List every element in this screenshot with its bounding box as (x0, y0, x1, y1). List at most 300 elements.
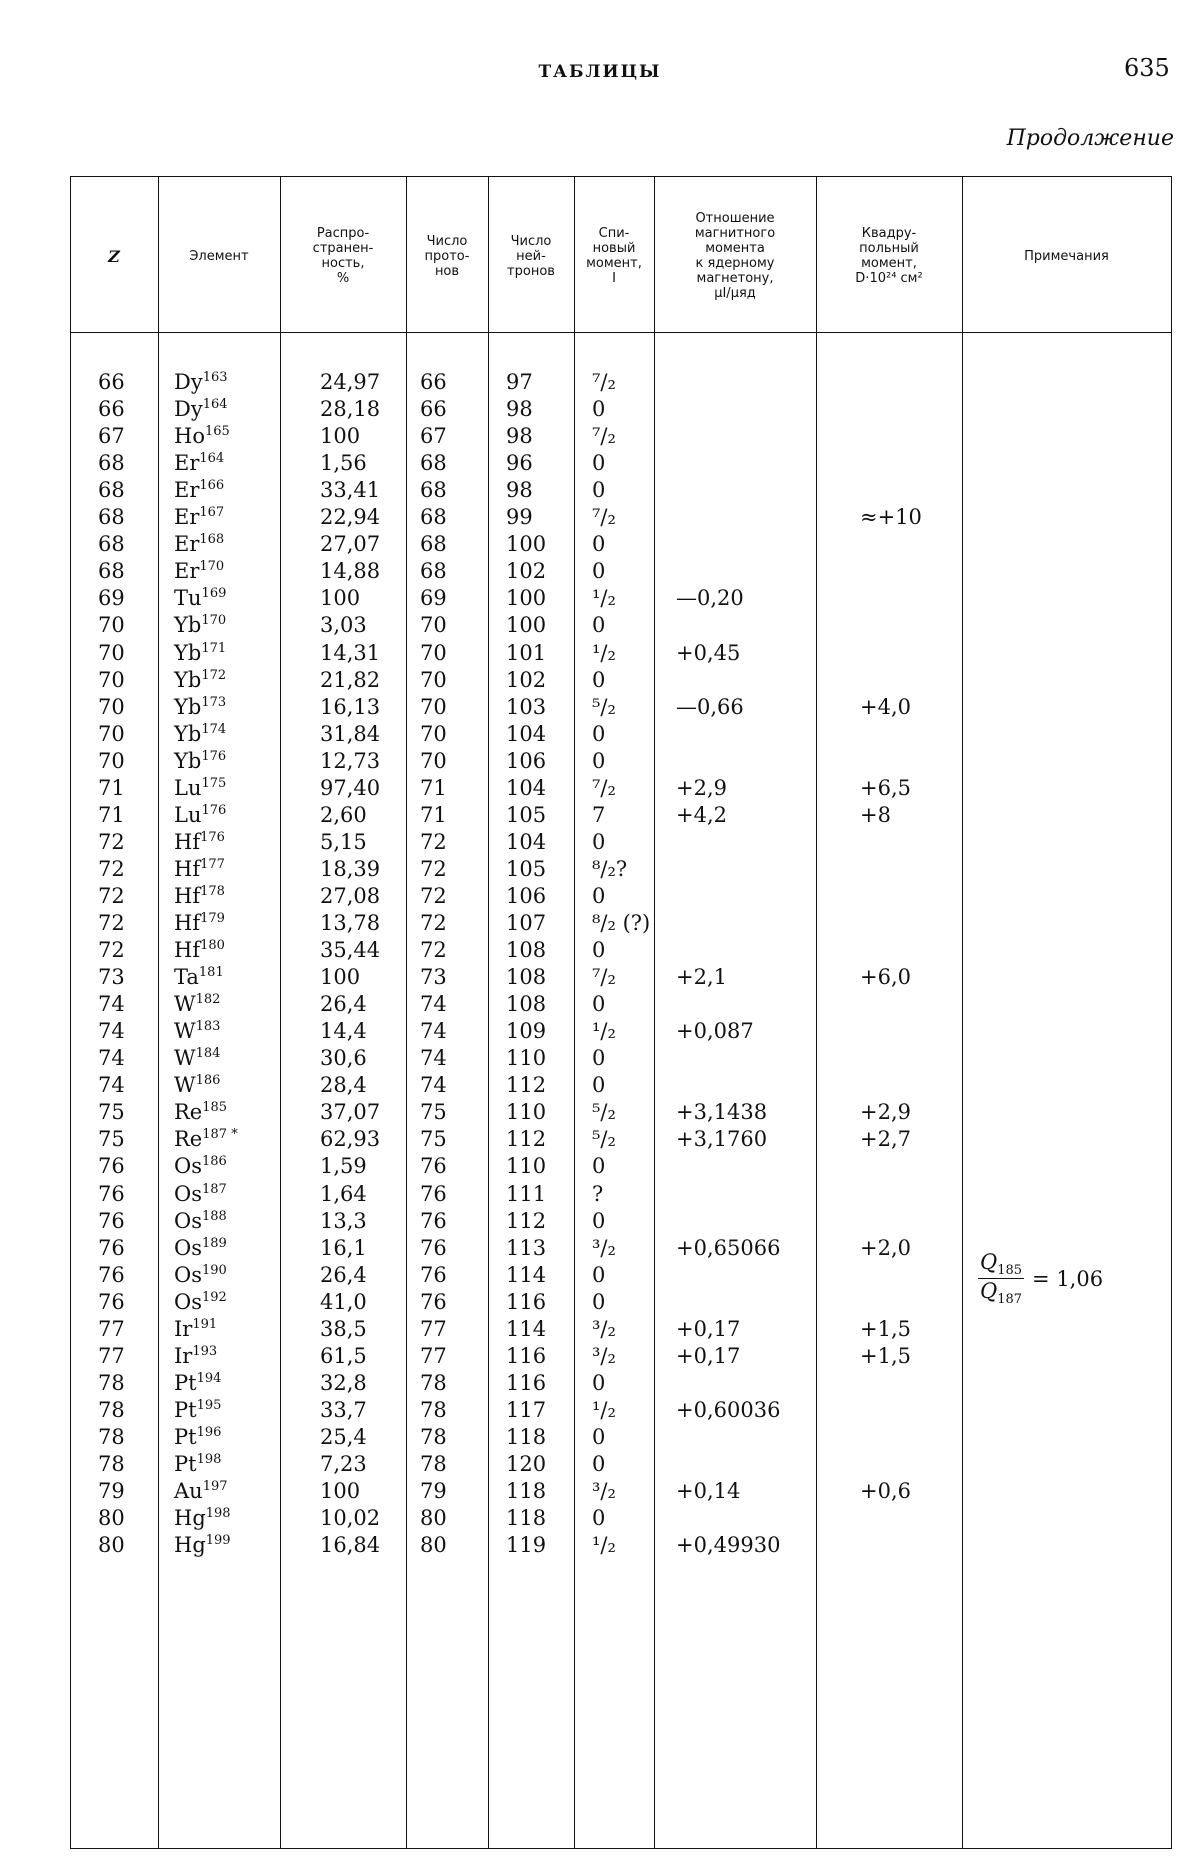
element-cell (174, 1506, 231, 1530)
spin-cell: ³/₂ (592, 1316, 616, 1341)
spin-cell: ⁵/₂ (592, 694, 616, 719)
protons-cell: 70 (420, 748, 447, 773)
header-z: Z (108, 246, 120, 266)
neutrons-cell: 98 (506, 478, 533, 503)
protons-cell: 68 (420, 559, 447, 584)
z-cell: 70 (98, 721, 125, 746)
mass-number: 168 (199, 532, 225, 548)
protons-cell: 80 (420, 1533, 447, 1558)
element-symbol: W (174, 1073, 196, 1098)
element-cell (174, 803, 226, 827)
abundance-cell: 28,18 (320, 397, 381, 422)
mass-number: 197 (202, 1479, 228, 1495)
element-symbol: Yb (174, 667, 202, 692)
z-cell: 77 (98, 1343, 125, 1368)
z-cell: 72 (98, 829, 125, 854)
element-symbol: Pt (174, 1452, 197, 1476)
element-cell (174, 1452, 221, 1476)
mass-number: 195 (196, 1397, 222, 1413)
spin-cell: ⁵/₂ (592, 1127, 616, 1152)
z-cell: 74 (98, 992, 125, 1017)
magnetic-ratio-cell: +0,45 (676, 640, 741, 665)
element-symbol: Re (174, 1100, 203, 1125)
abundance-cell: 32,8 (320, 1370, 367, 1395)
neutrons-cell: 96 (506, 451, 533, 476)
protons-cell: 76 (420, 1208, 447, 1233)
neutrons-cell: 106 (506, 748, 547, 773)
abundance-cell: 16,1 (320, 1235, 367, 1260)
abundance-cell: 33,7 (320, 1397, 367, 1422)
spin-cell: ³/₂ (592, 1235, 616, 1260)
z-cell: 77 (98, 1316, 125, 1341)
numerator-symbol: Q (980, 1250, 998, 1274)
protons-cell: 74 (420, 1046, 447, 1071)
element-symbol: Er (174, 478, 200, 503)
z-cell: 75 (98, 1100, 125, 1125)
abundance-cell: 1,56 (320, 451, 367, 476)
mass-number: 173 (201, 694, 227, 710)
element-symbol: W (174, 1046, 196, 1071)
neutrons-cell: 99 (506, 505, 533, 530)
element-symbol: Hg (174, 1506, 206, 1531)
isotope-table (70, 176, 1172, 1856)
element-symbol: Hf (174, 883, 201, 908)
z-cell: 68 (98, 451, 125, 476)
z-cell: 70 (98, 613, 125, 638)
z-cell: 68 (98, 478, 125, 503)
mass-number: 170 (199, 559, 225, 575)
spin-cell: ⁷/₂ (592, 775, 616, 800)
element-cell (174, 1019, 220, 1043)
spin-cell: ³/₂ (592, 1479, 616, 1504)
z-cell: 66 (98, 397, 125, 422)
element-symbol: Ir (174, 1316, 193, 1341)
protons-cell: 69 (420, 586, 447, 611)
abundance-cell: 30,6 (320, 1046, 367, 1071)
mass-number: 176 (201, 802, 227, 818)
element-symbol: Lu (174, 802, 202, 827)
mass-number: 187 * (202, 1127, 238, 1143)
abundance-cell: 26,4 (320, 1262, 367, 1287)
spin-cell: 0 (592, 1506, 606, 1531)
neutrons-cell: 109 (506, 1019, 547, 1044)
protons-cell: 68 (420, 451, 447, 476)
element-cell (174, 613, 226, 637)
z-cell: 79 (98, 1479, 125, 1504)
spin-cell: 0 (592, 1262, 606, 1287)
magnetic-ratio-cell: +0,17 (676, 1343, 741, 1368)
element-cell (174, 668, 226, 692)
abundance-cell: 14,88 (320, 559, 381, 584)
spin-cell: 0 (592, 667, 606, 692)
element-cell (174, 857, 225, 881)
element-cell (174, 370, 228, 394)
magnetic-ratio-cell: +0,087 (676, 1019, 754, 1044)
abundance-cell: 62,93 (320, 1127, 381, 1152)
element-symbol: Ta (174, 965, 199, 990)
element-symbol: Os (174, 1262, 202, 1287)
magnetic-ratio-cell: +3,1438 (676, 1100, 768, 1125)
spin-cell: 0 (592, 938, 606, 963)
neutrons-cell: 119 (506, 1533, 547, 1558)
neutrons-cell: 114 (506, 1262, 547, 1287)
neutrons-cell: 98 (506, 424, 533, 449)
element-symbol: Au (174, 1479, 203, 1504)
z-cell: 70 (98, 640, 125, 665)
spin-cell: 0 (592, 1208, 606, 1233)
spin-cell: 0 (592, 829, 606, 854)
element-symbol: Hf (174, 856, 201, 881)
element-cell (174, 938, 225, 962)
quadrupole-cell: +6,0 (860, 965, 911, 990)
z-cell: 76 (98, 1208, 125, 1233)
neutrons-cell: 108 (506, 938, 547, 963)
spin-cell: 0 (592, 1452, 606, 1476)
element-cell (174, 1236, 227, 1260)
spin-cell: ⁷/₂ (592, 370, 616, 394)
element-symbol: Hf (174, 829, 201, 854)
element-cell (174, 1344, 217, 1368)
spin-cell: 0 (592, 1154, 606, 1179)
z-cell: 80 (98, 1533, 125, 1558)
element-symbol: Os (174, 1181, 202, 1206)
spin-cell: 0 (592, 532, 606, 557)
z-cell: 68 (98, 532, 125, 557)
z-cell: 67 (98, 424, 125, 449)
neutrons-cell: 110 (506, 1046, 547, 1071)
element-cell (174, 1154, 227, 1178)
protons-cell: 78 (420, 1452, 447, 1476)
ratio-numerator (978, 1250, 1024, 1279)
element-symbol: Yb (174, 748, 202, 773)
element-symbol: Lu (174, 775, 202, 800)
spin-cell: ⁸/₂? (592, 856, 628, 881)
element-cell (174, 559, 224, 583)
abundance-cell: 5,15 (320, 829, 367, 854)
element-cell (174, 397, 228, 421)
element-symbol: Pt (174, 1424, 197, 1449)
quadrupole-cell: ≈+10 (860, 505, 922, 530)
header-spin: Спи- новый момент, I (586, 226, 642, 286)
spin-cell: ⁷/₂ (592, 505, 616, 530)
neutrons-cell: 118 (506, 1424, 547, 1449)
spin-cell: ⁷/₂ (592, 424, 616, 449)
element-cell (174, 911, 225, 935)
abundance-cell: 35,44 (320, 938, 381, 963)
element-cell (174, 884, 225, 908)
mass-number: 177 (200, 856, 225, 872)
element-cell (174, 1100, 227, 1124)
protons-cell: 72 (420, 883, 447, 908)
element-symbol: Dy (174, 370, 203, 394)
magnetic-ratio-cell: —0,66 (676, 694, 744, 719)
element-cell (174, 1479, 228, 1503)
neutrons-cell: 112 (506, 1127, 547, 1152)
abundance-cell: 31,84 (320, 721, 381, 746)
z-cell: 73 (98, 965, 125, 990)
mass-number: 185 (202, 1100, 228, 1116)
quadrupole-cell: +8 (860, 802, 891, 827)
element-symbol: Er (174, 532, 200, 557)
mass-number: 196 (196, 1424, 222, 1440)
neutrons-cell: 116 (506, 1343, 547, 1368)
abundance-cell: 22,94 (320, 505, 381, 530)
z-cell: 68 (98, 505, 125, 530)
protons-cell: 68 (420, 532, 447, 557)
header-quadrupole: Квадру- польный момент, D·10²⁴ см² (855, 226, 923, 286)
element-symbol: Er (174, 559, 200, 584)
mass-number: 192 (202, 1289, 227, 1305)
mass-number: 182 (195, 992, 221, 1008)
protons-cell: 74 (420, 1019, 447, 1044)
spin-cell: 0 (592, 1289, 606, 1314)
neutrons-cell: 104 (506, 721, 547, 746)
element-symbol: Ho (174, 424, 205, 449)
mass-number: 171 (201, 640, 227, 656)
abundance-cell: 21,82 (320, 667, 381, 692)
spin-cell: ¹/₂ (592, 1019, 616, 1044)
element-symbol: Hf (174, 911, 201, 935)
mass-number: 165 (204, 424, 230, 440)
abundance-cell: 26,4 (320, 992, 367, 1017)
neutrons-cell: 110 (506, 1154, 547, 1179)
element-cell (174, 532, 224, 556)
protons-cell: 70 (420, 694, 447, 719)
abundance-cell: 16,13 (320, 694, 381, 719)
mass-number: 164 (199, 451, 225, 467)
abundance-cell: 24,97 (320, 370, 381, 394)
mass-number: 163 (202, 370, 228, 385)
protons-cell: 74 (420, 992, 447, 1017)
neutrons-cell: 101 (506, 640, 547, 665)
abundance-cell: 10,02 (320, 1506, 381, 1531)
element-symbol: Ir (174, 1343, 193, 1368)
spin-cell: 7 (592, 802, 606, 827)
abundance-cell: 13,78 (320, 911, 381, 935)
abundance-cell: 2,60 (320, 802, 367, 827)
abundance-cell: 27,07 (320, 532, 381, 557)
abundance-cell: 14,4 (320, 1019, 367, 1044)
mass-number: 170 (201, 613, 227, 629)
element-cell (174, 451, 224, 475)
element-cell (174, 1371, 221, 1395)
z-cell: 78 (98, 1370, 125, 1395)
header-abundance: Распро- странен- ность, % (312, 226, 374, 286)
mass-number: 194 (196, 1370, 222, 1386)
element-cell (174, 1533, 231, 1557)
magnetic-ratio-cell: +0,65066 (676, 1235, 781, 1260)
spin-cell: ¹/₂ (592, 1397, 616, 1422)
spin-cell: 0 (592, 748, 606, 773)
mass-number: 166 (199, 478, 225, 494)
protons-cell: 79 (420, 1479, 447, 1504)
z-cell: 75 (98, 1127, 125, 1152)
protons-cell: 78 (420, 1424, 447, 1449)
element-symbol: Tu (174, 586, 202, 611)
spin-cell: 0 (592, 1424, 606, 1449)
neutrons-cell: 104 (506, 775, 547, 800)
protons-cell: 75 (420, 1127, 447, 1152)
element-cell (174, 1317, 217, 1341)
neutrons-cell: 118 (506, 1479, 547, 1504)
z-cell: 76 (98, 1289, 125, 1314)
mass-number: 184 (195, 1046, 221, 1062)
element-cell (174, 830, 225, 854)
mass-number: 187 (202, 1181, 227, 1197)
element-cell (174, 586, 226, 610)
element-symbol: Dy (174, 397, 203, 422)
denominator-subscript: 187 (997, 1292, 1023, 1308)
page-number: 635 (1124, 54, 1170, 82)
mass-number: 167 (199, 505, 225, 521)
header-protons: Число прото- нов (424, 233, 470, 279)
neutrons-cell: 113 (506, 1235, 547, 1260)
protons-cell: 80 (420, 1506, 447, 1531)
header-neutrons: Число ней- тронов (507, 233, 555, 279)
protons-cell: 67 (420, 424, 447, 449)
element-symbol: Yb (174, 613, 202, 638)
spin-cell: ³/₂ (592, 1343, 616, 1368)
neutrons-cell: 100 (506, 532, 547, 557)
mass-number: 176 (201, 748, 227, 764)
protons-cell: 71 (420, 775, 447, 800)
quadrupole-cell: +1,5 (860, 1316, 911, 1341)
abundance-cell: 61,5 (320, 1343, 367, 1368)
spin-cell: 0 (592, 1370, 606, 1395)
mass-number: 183 (195, 1019, 221, 1035)
protons-cell: 76 (420, 1154, 447, 1179)
z-cell: 72 (98, 911, 125, 935)
protons-cell: 75 (420, 1100, 447, 1125)
protons-cell: 70 (420, 613, 447, 638)
magnetic-ratio-cell: —0,20 (676, 586, 744, 611)
element-symbol: Hg (174, 1533, 206, 1558)
z-cell: 68 (98, 559, 125, 584)
mass-number: 175 (201, 775, 227, 791)
element-cell (174, 1127, 238, 1151)
magnetic-ratio-cell: +3,1760 (676, 1127, 768, 1152)
abundance-cell: 7,23 (320, 1452, 367, 1476)
abundance-cell: 38,5 (320, 1316, 367, 1341)
mass-number: 181 (198, 965, 224, 981)
abundance-cell: 100 (320, 965, 361, 990)
z-cell: 72 (98, 883, 125, 908)
protons-cell: 72 (420, 938, 447, 963)
spin-cell: ⁸/₂ (?) (592, 911, 651, 935)
protons-cell: 76 (420, 1262, 447, 1287)
neutrons-cell: 103 (506, 694, 547, 719)
protons-cell: 68 (420, 478, 447, 503)
protons-cell: 72 (420, 856, 447, 881)
header-magnetic-ratio: Отношение магнитного момента к ядерному магнетону, μI/μяд (694, 211, 776, 301)
mass-number: 172 (201, 667, 227, 683)
element-symbol: Os (174, 1235, 202, 1260)
z-cell: 76 (98, 1154, 125, 1179)
neutrons-cell: 97 (506, 370, 533, 394)
element-cell (174, 1290, 227, 1314)
mass-number: 198 (205, 1506, 231, 1522)
mass-number: 174 (201, 721, 227, 737)
neutrons-cell: 107 (506, 911, 547, 935)
protons-cell: 72 (420, 911, 447, 935)
neutrons-cell: 111 (506, 1181, 547, 1206)
abundance-cell: 28,4 (320, 1073, 367, 1098)
element-cell (174, 776, 226, 800)
element-symbol: Os (174, 1154, 202, 1179)
neutrons-cell: 106 (506, 883, 547, 908)
neutrons-cell: 116 (506, 1289, 547, 1314)
spin-cell: ¹/₂ (592, 1533, 616, 1558)
mass-number: 199 (205, 1533, 231, 1549)
neutrons-cell: 100 (506, 586, 547, 611)
element-symbol: Yb (174, 694, 202, 719)
z-cell: 71 (98, 802, 125, 827)
abundance-cell: 100 (320, 424, 361, 449)
z-cell: 80 (98, 1506, 125, 1531)
element-symbol: Pt (174, 1397, 197, 1422)
z-cell: 70 (98, 748, 125, 773)
element-cell (174, 695, 226, 719)
neutrons-cell: 120 (506, 1452, 547, 1476)
element-symbol: Re (174, 1127, 203, 1152)
protons-cell: 73 (420, 965, 447, 990)
spin-cell: ? (592, 1181, 604, 1206)
protons-cell: 78 (420, 1397, 447, 1422)
protons-cell: 72 (420, 829, 447, 854)
neutrons-cell: 105 (506, 856, 547, 881)
z-cell: 76 (98, 1235, 125, 1260)
table-row (70, 1529, 1172, 1561)
spin-cell: 0 (592, 397, 606, 422)
protons-cell: 78 (420, 1370, 447, 1395)
protons-cell: 77 (420, 1316, 447, 1341)
abundance-cell: 12,73 (320, 748, 381, 773)
header-element: Элемент (189, 248, 249, 264)
quadrupole-cell: +2,9 (860, 1100, 911, 1125)
element-cell (174, 478, 224, 502)
abundance-cell: 13,3 (320, 1208, 367, 1233)
abundance-cell: 100 (320, 1479, 361, 1504)
quadrupole-cell: +0,6 (860, 1479, 911, 1504)
element-symbol: W (174, 1019, 196, 1044)
magnetic-ratio-cell: +0,17 (676, 1316, 741, 1341)
abundance-cell: 3,03 (320, 613, 367, 638)
z-cell: 72 (98, 938, 125, 963)
magnetic-ratio-cell: +2,1 (676, 965, 727, 990)
protons-cell: 66 (420, 370, 447, 394)
element-cell (174, 1182, 227, 1206)
mass-number: 179 (200, 911, 225, 926)
spin-cell: 0 (592, 613, 606, 638)
element-cell (174, 505, 224, 529)
element-symbol: Er (174, 505, 200, 530)
spin-cell: ¹/₂ (592, 586, 616, 611)
neutrons-cell: 108 (506, 992, 547, 1017)
neutrons-cell: 116 (506, 1370, 547, 1395)
z-cell: 78 (98, 1452, 125, 1476)
neutrons-cell: 105 (506, 802, 547, 827)
protons-cell: 70 (420, 667, 447, 692)
numerator-subscript: 185 (997, 1263, 1023, 1279)
quadrupole-cell: +2,7 (860, 1127, 911, 1152)
abundance-cell: 37,07 (320, 1100, 381, 1125)
quadrupole-cell: +1,5 (860, 1343, 911, 1368)
element-symbol: Os (174, 1208, 202, 1233)
neutrons-cell: 112 (506, 1208, 547, 1233)
mass-number: 189 (202, 1235, 227, 1251)
spin-cell: ⁷/₂ (592, 965, 616, 990)
z-cell: 78 (98, 1397, 125, 1422)
